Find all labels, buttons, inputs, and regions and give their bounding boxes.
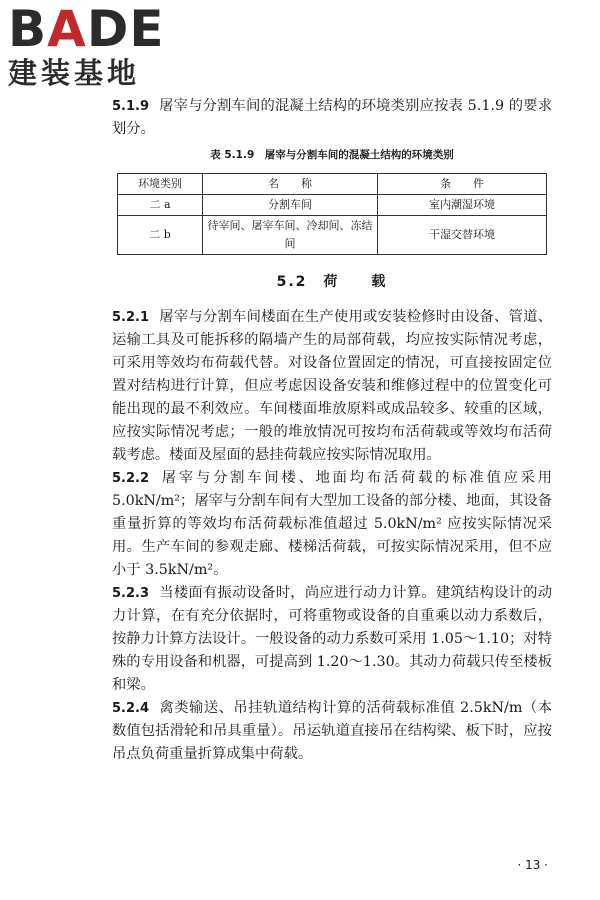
clause-5-2-3: 5.2.3 当楼面有振动设备时，尚应进行动力计算。建筑结构设计的动力计算，在有充分依据时，可将重物或设备的自重乘以动力系数后，按静力计算方法设计。一般设备的动力系数可采用 1.05～1.10；对特殊的专用设备和机器，可提高到 1.20～1.30。其动力荷载只传至楼板和梁。 — [112, 585, 552, 693]
table-cell: 干湿交替环境 — [378, 216, 547, 255]
table-cell: 二 b — [118, 216, 203, 255]
logo-chinese: 建装基地 — [8, 56, 141, 90]
table-row — [118, 216, 547, 255]
page-number: · 13 · — [517, 858, 548, 872]
section-title: 5.2 荷 载 — [276, 274, 388, 290]
page-content — [112, 95, 552, 766]
logo-wordmark: BADE — [8, 0, 165, 58]
table-row — [118, 195, 547, 216]
environment-class-table — [117, 173, 547, 255]
table-cell: 室内潮湿环境 — [378, 195, 547, 216]
logo — [8, 0, 178, 96]
table-cell: 分割车间 — [203, 195, 378, 216]
clause-5-2-1: 5.2.1 屠宰与分割车间楼面在生产使用或安装检修时由设备、管道、运输工具及可能拆移的隔墙产生的局部荷载，均应按实际情况考虑，可采用等效均布荷载代替。对设备位置固定的情况，可直接按固定位置对结构进行计算，但应考虑因设备安装和维修过程中的位置变化可能出现的最不利效应。车间楼面堆放原料或成品较多、较重的区域，应按实际情况考虑；一般的堆放情况可按均布活荷载或等效均布活荷载考虑。楼面及屋面的悬挂荷载应按实际情况取用。 — [112, 309, 552, 463]
clause-5-2-2: 5.2.2 屠宰与分割车间楼、地面均布活荷载的标准值应采用 5.0kN/m²；屠宰与分割车间有大型加工设备的部分楼、地面，其设备重量折算的等效均布活荷载标准值超过 5.0kN/m² 应按实际情况采用。生产车间的参观走廊、楼梯活荷载，可按实际情况采用，但不应小于 3.5kN/m²。 — [112, 470, 552, 578]
clause-5-1-9: 5.1.9 屠宰与分割车间的混凝土结构的环境类别应按表 5.1.9 的要求划分。 — [112, 98, 552, 137]
table-header: 环境类别 — [118, 174, 203, 195]
table-header: 条 件 — [378, 174, 547, 195]
table-header: 名 称 — [203, 174, 378, 195]
table-cell: 待宰间、屠宰车间、冷却间、冻结间 — [203, 216, 378, 255]
table-caption: 表 5.1.9 屠宰与分割车间的混凝土结构的环境类别 — [210, 149, 454, 161]
table-cell: 二 a — [118, 195, 203, 216]
clause-5-2-4: 5.2.4 禽类输送、吊挂轨道结构计算的活荷载标准值 2.5kN/m（本数值包括滑轮和吊具重量）。吊运轨道直接吊在结构梁、板下时，应按吊点负荷重量折算成集中荷载。 — [112, 700, 552, 762]
